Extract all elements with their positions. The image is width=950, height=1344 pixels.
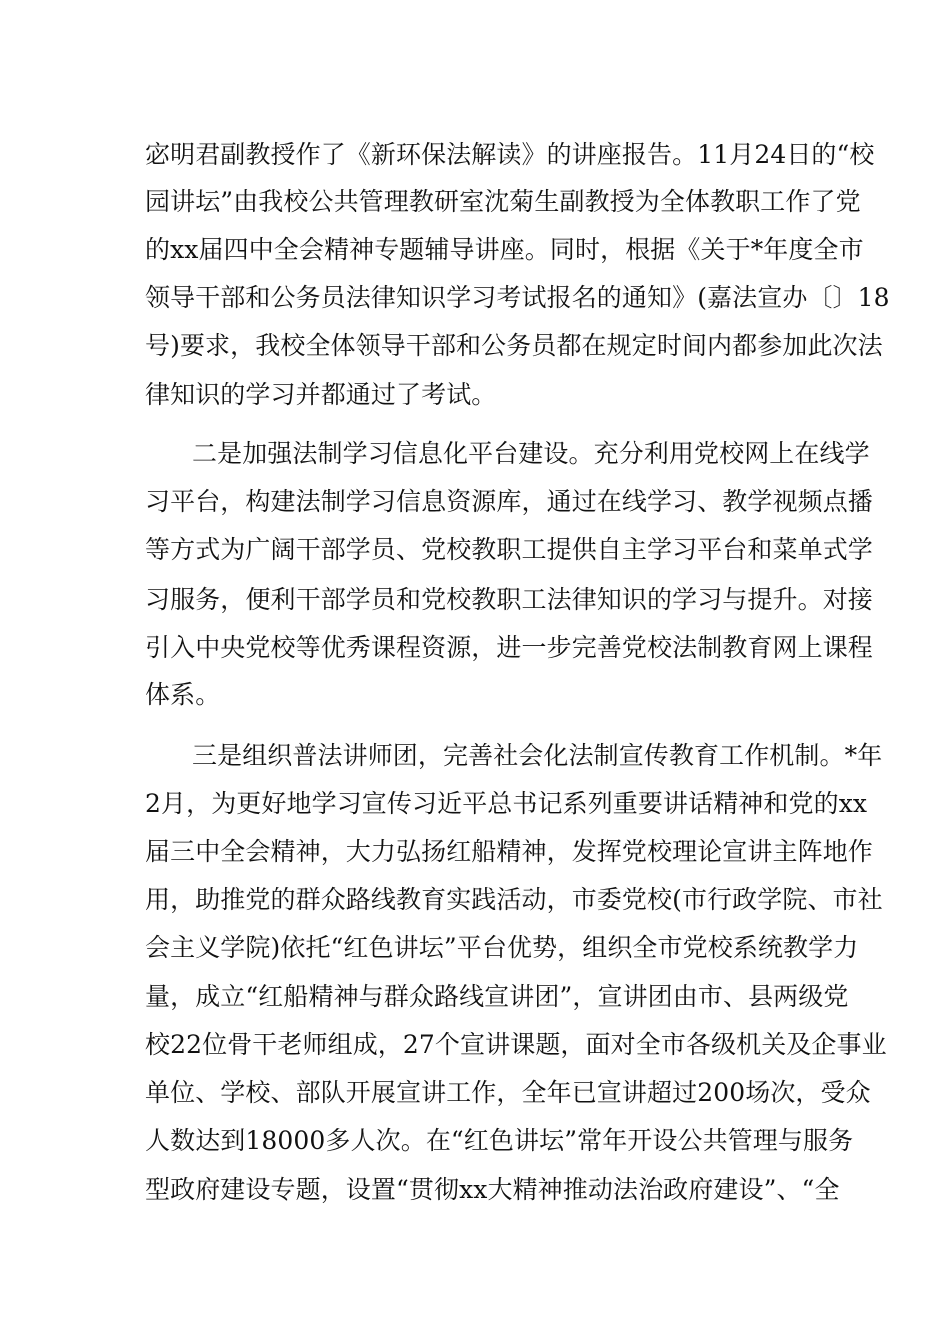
text-line: 等方式为广阔干部学员、党校教职工提供自主学习平台和菜单式学	[145, 535, 873, 564]
text-line: 校22位骨干老师组成，27个宣讲课题，面对全市各级机关及企事业	[145, 1030, 887, 1059]
text-line: 量，成立“红船精神与群众路线宣讲团”，宣讲团由市、县两级党	[145, 982, 849, 1011]
text-line: 型政府建设专题，设置“贯彻xx大精神推动法治政府建设”、“全	[145, 1175, 840, 1204]
paragraph-first-line: 二是加强法制学习信息化平台建设。充分利用党校网上在线学	[192, 439, 870, 468]
text-line: 宓明君副教授作了《新环保法解读》的讲座报告。11月24日的“校	[145, 140, 875, 169]
text-line: 会主义学院)依托“红色讲坛”平台优势，组织全市党校系统教学力	[145, 933, 859, 962]
paragraph-first-line: 三是组织普法讲师团，完善社会化法制宣传教育工作机制。*年	[192, 741, 883, 770]
text-line: 届三中全会精神，大力弘扬红船精神，发挥党校理论宣讲主阵地作	[145, 837, 873, 866]
text-line: 习服务，便利干部学员和党校教职工法律知识的学习与提升。对接	[145, 585, 873, 614]
text-line: 的xx届四中全会精神专题辅导讲座。同时，根据《关于*年度全市	[145, 235, 864, 264]
text-line: 律知识的学习并都通过了考试。	[145, 380, 497, 409]
text-line: 用，助推党的群众路线教育实践活动，市委党校(市行政学院、市社	[145, 885, 883, 914]
text-line: 单位、学校、部队开展宣讲工作，全年已宣讲超过200场次，受众	[145, 1078, 871, 1107]
text-line: 人数达到18000多人次。在“红色讲坛”常年开设公共管理与服务	[145, 1126, 854, 1155]
text-line: 引入中央党校等优秀课程资源，进一步完善党校法制教育网上课程	[145, 633, 873, 662]
text-line: 2月，为更好地学习宣传习近平总书记系列重要讲话精神和党的xx	[145, 789, 868, 818]
text-line: 体系。	[145, 680, 221, 709]
text-line: 号)要求，我校全体领导干部和公务员都在规定时间内都参加此次法	[145, 331, 883, 360]
text-line: 习平台，构建法制学习信息资源库，通过在线学习、教学视频点播	[145, 487, 873, 516]
text-line: 园讲坛”由我校公共管理教研室沈菊生副教授为全体教职工作了党	[145, 187, 861, 216]
text-line: 领导干部和公务员法律知识学习考试报名的通知》(嘉法宣办〔〕18	[145, 283, 890, 312]
